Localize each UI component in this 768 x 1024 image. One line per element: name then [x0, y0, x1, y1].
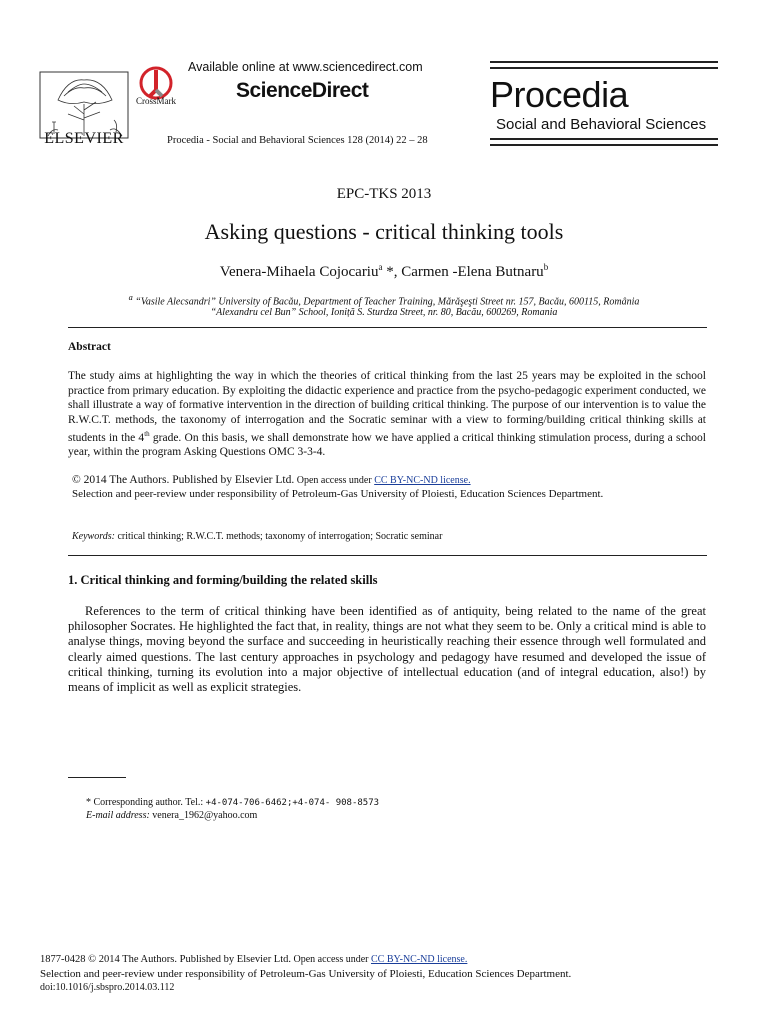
author-2-affiliation-mark: b	[543, 262, 549, 272]
license-link[interactable]: CC BY-NC-ND license.	[374, 475, 471, 486]
corresponding-author-label: * Corresponding author. Tel.:	[86, 797, 206, 808]
affiliation-b: “Alexandru cel Bun” School, Ioniță S. Sturdza Street, nr. 80, Bacău, 600269, Romania	[210, 307, 558, 318]
abstract-peer-review: Selection and peer-review under responsibility of Petroleum-Gas University of Ploiesti, Education Sciences Department.	[72, 488, 604, 500]
affiliation-a-text: “Vasile Alecsandri” University of Bacău, Department of Teacher Training, Mărăşeşti Street nr. 157, Bacău, 600115, România	[132, 296, 640, 308]
author-2-name: Carmen -Elena Butnaru	[401, 264, 544, 280]
footer-issn-text: 1877-0428 © 2014 The Authors. Published by Elsevier Ltd.	[40, 954, 292, 965]
corresponding-author-footnote	[86, 797, 379, 808]
abstract-text-part1: The study aims at highlighting the way in which the theories of critical thinking from the last 25 years may be exploited in the school practice from primary education. By exploiting the didactic experience and practice from the psycho-pedagogic experiment conducted, we shall illustrate a way of formative intervention in the direction of building critical thinking. The purpose of our intervention is to value the R.W.C.T. methods, the taxonomy of interrogation and the Socratic seminar with a view to forming/building critical thinking skills at students in the 4	[68, 370, 706, 444]
footer-open-access-text: Open access under	[291, 954, 371, 965]
abstract-top-rule	[68, 327, 707, 328]
section-1-heading: 1. Critical thinking and forming/building the related skills	[68, 573, 378, 587]
abstract-bottom-rule	[68, 555, 707, 556]
conference-name: EPC-TKS 2013	[336, 186, 432, 202]
email-footnote	[86, 810, 257, 821]
grade-ordinal: th	[144, 430, 150, 438]
email-label: E-mail address:	[86, 810, 153, 821]
procedia-top-rule	[490, 61, 718, 63]
crossmark-label: CrossMark	[136, 96, 176, 106]
author-1-affiliation-mark: a	[378, 262, 383, 272]
footnote-rule	[68, 777, 126, 778]
abstract-heading: Abstract	[68, 341, 111, 353]
author-1-name: Venera-Mihaela Cojocariu	[219, 264, 379, 280]
sciencedirect-wordmark[interactable]: ScienceDirect	[236, 79, 369, 102]
footer-license-link[interactable]: CC BY-NC-ND license.	[370, 954, 468, 965]
email-address[interactable]: venera_1962@yahoo.com	[152, 810, 258, 821]
procedia-journal-subtitle: Social and Behavioral Sciences	[496, 116, 707, 133]
keywords-text: critical thinking; R.W.C.T. methods; taxonomy of interrogation; Socratic seminar	[114, 531, 443, 542]
procedia-bottom-rule	[490, 138, 718, 140]
abstract-copyright	[72, 474, 471, 486]
open-access-text: Open access under	[294, 475, 375, 486]
procedia-journal-title: Procedia	[490, 74, 629, 115]
journal-reference: Procedia - Social and Behavioral Sciences 128 (2014) 22 – 28	[167, 135, 428, 146]
keywords-line	[72, 531, 442, 542]
corresponding-author-phone: +4-074-706-6462;+4-074- 908-8573	[205, 798, 380, 808]
corresponding-author-mark: *,	[382, 264, 402, 280]
author-line	[0, 262, 768, 281]
footer-doi[interactable]: doi:10.1016/j.sbspro.2014.03.112	[40, 982, 175, 993]
abstract-body	[68, 369, 706, 460]
abstract-text-part2: grade. On this basis, we shall demonstrate how we have applied a critical thinking stimulation process, during a school year, within the program Asking Questions OMC 3-3-4.	[68, 431, 706, 459]
footer-peer-review: Selection and peer-review under responsibility of Petroleum-Gas University of Ploiesti, Education Sciences Department.	[40, 968, 572, 980]
procedia-bottom-rule	[490, 144, 718, 146]
procedia-top-rule	[490, 67, 718, 69]
footer-issn-line	[40, 954, 467, 965]
available-online-text[interactable]: Available online at www.sciencedirect.com	[188, 60, 423, 74]
affiliation-a-mark: a	[128, 293, 133, 302]
paper-title: Asking questions - critical thinking tools	[204, 219, 564, 244]
copyright-text: © 2014 The Authors. Published by Elsevier Ltd.	[72, 474, 295, 486]
elsevier-wordmark: ELSEVIER	[44, 130, 124, 147]
section-1-paragraph: References to the term of critical thinking have been identified as of antiquity, being related to the name of the great philosopher Socrates. He highlighted the fact that, in reality, things are not what they seem to be. Only a critical mind is able to analyse things, moving beyond the surface and succeeding in heuristically reaching their essence through well formulated and clearly aimed questions. The last century approaches in psychology and pedagogy have resumed and developed the issue of critical thinking, turning its evolution into a major objective of intellectual education (and of integral education, also!) by means of implicit as well as explicit strategies.	[68, 604, 706, 695]
keywords-label: Keywords:	[72, 531, 115, 542]
affiliation-a	[0, 293, 768, 307]
